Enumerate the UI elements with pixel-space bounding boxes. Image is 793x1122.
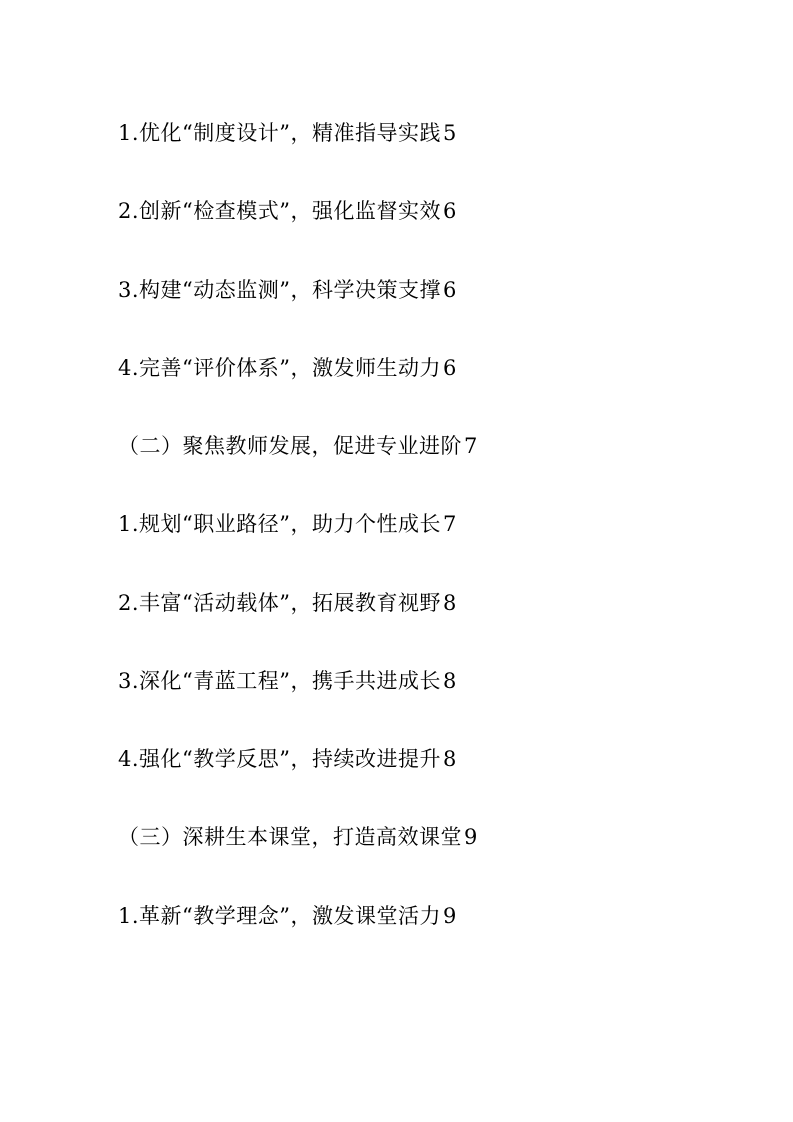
toc-entry-text: 1.革新“教学理念”，激发课堂活力 <box>118 903 442 928</box>
toc-entry-page: 5 <box>443 121 457 145</box>
toc-entry-text: 3.构建“动态监测”，科学决策支撑 <box>118 277 442 302</box>
toc-entry-text: 4.强化“教学反思”，持续改进提升 <box>118 747 442 771</box>
toc-entry-page: 6 <box>443 277 457 302</box>
toc-entry-page: 9 <box>443 903 457 928</box>
toc-entry <box>118 120 675 146</box>
toc-entry-page: 8 <box>443 668 457 693</box>
toc-entry-page: 6 <box>443 355 457 380</box>
toc-entry-text: 1.优化“制度设计”，精准指导实践 <box>118 121 442 145</box>
toc-entry-text: （三）深耕生本课堂，打造高效课堂 <box>118 825 462 850</box>
toc-entry-text: 1.规划“职业路径”，助力个性成长 <box>118 512 442 537</box>
toc-entry-page: 7 <box>443 512 457 537</box>
toc-entry-text: （二）聚焦教师发展，促进专业进阶 <box>118 434 462 458</box>
toc-entry-page: 8 <box>443 747 457 771</box>
toc-entry <box>118 511 675 537</box>
toc-entry <box>118 590 675 616</box>
table-of-contents <box>118 120 675 929</box>
toc-entry <box>118 903 675 929</box>
toc-entry <box>118 824 675 850</box>
toc-entry-text: 3.深化“青蓝工程”，携手共进成长 <box>118 668 442 693</box>
toc-entry <box>118 746 675 772</box>
toc-entry-page: 8 <box>443 590 457 615</box>
toc-entry <box>118 277 675 303</box>
toc-entry <box>118 198 675 224</box>
toc-entry <box>118 355 675 381</box>
toc-entry-text: 2.创新“检查模式”，强化监督实效 <box>118 199 442 224</box>
toc-entry-page: 6 <box>443 199 457 224</box>
toc-entry-text: 4.完善“评价体系”，激发师生动力 <box>118 355 442 380</box>
toc-entry-page: 7 <box>464 434 478 458</box>
toc-entry-text: 2.丰富“活动载体”，拓展教育视野 <box>118 590 442 615</box>
toc-entry <box>118 668 675 694</box>
toc-entry-page: 9 <box>464 825 478 850</box>
toc-entry <box>118 433 675 459</box>
